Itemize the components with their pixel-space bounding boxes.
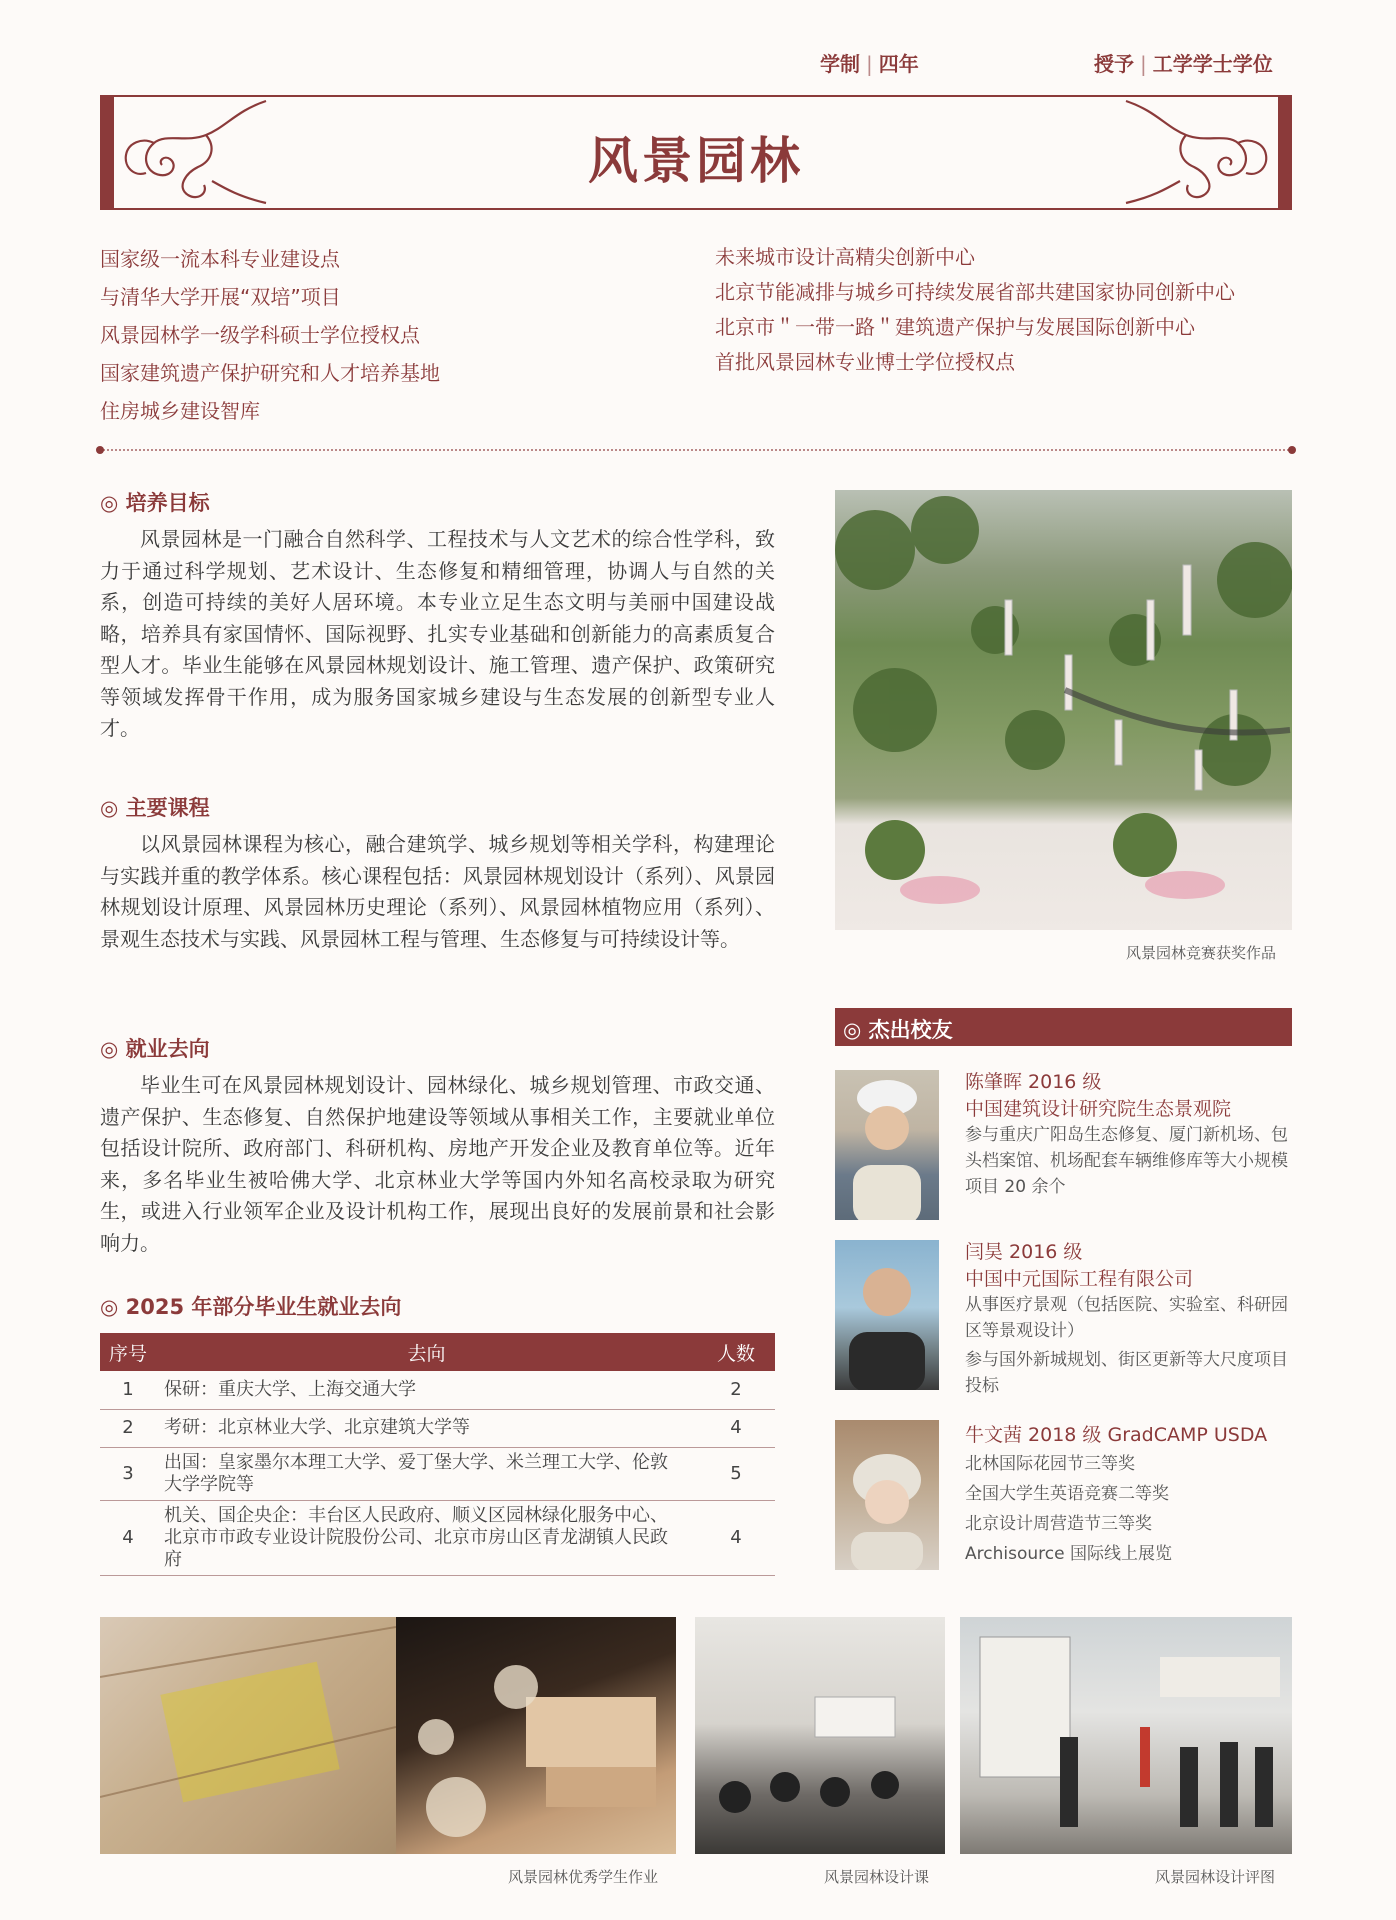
section-heading-careers: ◎ 就业去向 <box>100 1037 210 1061</box>
honor-item: 风景园林学一级学科硕士学位授权点 <box>100 323 420 347</box>
photo-model-2 <box>396 1617 676 1854</box>
alumni-desc: 全国大学生英语竞赛二等奖 <box>965 1484 1169 1504</box>
duration-value: 四年 <box>878 52 919 76</box>
alumni-org: 中国中元国际工程有限公司 <box>965 1268 1194 1290</box>
alumni-desc: 参与重庆广阳岛生态修复、厦门新机场、包头档案馆、机场配套车辆维修库等大小规模项目 20 余个 <box>965 1125 1288 1197</box>
alumni-desc: 从事医疗景观（包括医院、实验室、科研园区等景观设计） <box>965 1295 1288 1341</box>
table-row <box>100 1500 775 1575</box>
duration-info: 学制 | 四年 <box>820 52 919 76</box>
cell-dest: 保研：重庆大学、上海交通大学 <box>156 1371 697 1409</box>
alumni-org: 中国建筑设计研究院生态景观院 <box>965 1098 1232 1120</box>
cell-no: 2 <box>100 1409 156 1447</box>
portrait-icon <box>835 1420 939 1570</box>
portrait-icon <box>835 1070 939 1220</box>
honor-item: 国家级一流本科专业建设点 <box>100 247 340 271</box>
cell-count: 5 <box>697 1447 775 1500</box>
photo-design-review <box>960 1617 1292 1854</box>
honor-item: 北京节能减排与城乡可持续发展省部共建国家协同创新中心 <box>715 280 1235 304</box>
cell-count: 4 <box>697 1500 775 1575</box>
honor-item: 北京市＂一带一路＂建筑遗产保护与发展国际创新中心 <box>715 315 1195 339</box>
divider <box>100 449 1292 451</box>
section-heading-table: ◎ 2025 年部分毕业生就业去向 <box>100 1295 402 1319</box>
honor-item: 住房城乡建设智库 <box>100 399 260 423</box>
cell-count: 4 <box>697 1409 775 1447</box>
honor-item: 与清华大学开展“双培”项目 <box>100 285 341 309</box>
degree-label: 授予 <box>1094 52 1134 76</box>
caption-competition: 风景园林竞赛获奖作品 <box>1126 944 1277 962</box>
duration-label: 学制 <box>820 52 860 76</box>
avatar-alumni-3 <box>835 1420 939 1570</box>
alumni-name: 陈肇晖 2016 级 <box>965 1071 1102 1093</box>
cell-count: 2 <box>697 1371 775 1409</box>
table-row <box>100 1409 775 1447</box>
caption-design-class: 风景园林设计课 <box>824 1868 930 1886</box>
classroom-illustration <box>695 1617 945 1854</box>
page-title: 风景园林 <box>588 132 804 190</box>
table-row <box>100 1447 775 1500</box>
honor-item: 首批风景园林专业博士学位授权点 <box>715 350 1015 374</box>
cell-dest: 出国：皇家墨尔本理工大学、爱丁堡大学、米兰理工大学、伦敦大学学院等 <box>156 1447 697 1500</box>
col-header-dest: 去向 <box>156 1333 697 1371</box>
honor-item: 未来城市设计高精尖创新中心 <box>715 245 975 269</box>
honors-list-left <box>100 240 440 430</box>
review-illustration <box>960 1617 1292 1854</box>
caption-design-review: 风景园林设计评图 <box>1155 1868 1276 1886</box>
cell-no: 4 <box>100 1500 156 1575</box>
col-header-count: 人数 <box>697 1333 775 1371</box>
cell-dest: 机关、国企央企：丰台区人民政府、顺义区园林绿化服务中心、北京市市政专业设计院股份公司、北京市房山区青龙湖镇人民政府 <box>156 1500 697 1575</box>
table-row <box>100 1371 775 1409</box>
honor-item: 国家建筑遗产保护研究和人才培养基地 <box>100 361 440 385</box>
alumni-heading: ◎ 杰出校友 <box>835 1008 1292 1046</box>
alumni-name: 闫昊 2016 级 <box>965 1241 1083 1263</box>
caption-student-work: 风景园林优秀学生作业 <box>508 1868 659 1886</box>
alumni-desc: 北林国际花园节三等奖 <box>965 1454 1135 1474</box>
cell-dest: 考研：北京林业大学、北京建筑大学等 <box>156 1409 697 1447</box>
col-header-no: 序号 <box>100 1333 156 1371</box>
alumni-name: 牛文茜 2018 级 GradCAMP USDA <box>965 1424 1268 1446</box>
section-heading-courses: ◎ 主要课程 <box>100 796 210 820</box>
alumni-desc: Archisource 国际线上展览 <box>965 1544 1172 1564</box>
landscape-illustration <box>835 490 1292 930</box>
employment-table <box>100 1333 775 1576</box>
model-illustration <box>100 1617 396 1854</box>
cell-no: 1 <box>100 1371 156 1409</box>
title-banner <box>100 95 1292 210</box>
cell-no: 3 <box>100 1447 156 1500</box>
avatar-alumni-1 <box>835 1070 939 1220</box>
avatar-alumni-2 <box>835 1240 939 1390</box>
table-header-row <box>100 1333 775 1371</box>
section-heading-goals: ◎ 培养目标 <box>100 491 210 515</box>
photo-model-1 <box>100 1617 396 1854</box>
portrait-icon <box>835 1240 939 1390</box>
competition-photo <box>835 490 1292 930</box>
alumni-desc: 参与国外新城规划、街区更新等大尺度项目投标 <box>965 1350 1288 1396</box>
degree-info: 授予 | 工学学士学位 <box>1094 52 1273 76</box>
honors-list-right <box>715 240 1235 380</box>
section-text-careers: 毕业生可在风景园林规划设计、园林绿化、城乡规划管理、市政交通、遗产保护、生态修复、自然保护地建设等领域从事相关工作，主要就业单位包括设计院所、政府部门、科研机构、房地产开发企业及教育单位等。近年来，多名毕业生被哈佛大学、北京林业大学等国内外知名高校录取为研究生，或进入行业领军企业及设计机构工作，展现出良好的发展前景和社会影响力。 <box>100 1073 775 1255</box>
alumni-desc: 北京设计周营造节三等奖 <box>965 1514 1152 1534</box>
model-illustration <box>396 1617 676 1854</box>
photo-design-class <box>695 1617 945 1854</box>
section-text-courses: 以风景园林课程为核心，融合建筑学、城乡规划等相关学科，构建理论与实践并重的教学体系。核心课程包括：风景园林规划设计（系列）、风景园林规划设计原理、风景园林历史理论（系列）、风景园林植物应用（系列）、景观生态技术与实践、风景园林工程与管理、生态修复与可持续设计等。 <box>100 832 775 951</box>
section-text-goals: 风景园林是一门融合自然科学、工程技术与人文艺术的综合性学科，致力于通过科学规划、艺术设计、生态修复和精细管理，协调人与自然的关系，创造可持续的美好人居环境。本专业立足生态文明与美丽中国建设战略，培养具有家国情怀、国际视野、扎实专业基础和创新能力的高素质复合型人才。毕业生能够在风景园林规划设计、施工管理、遗产保护、政策研究等领域发挥骨干作用，成为服务国家城乡建设与生态发展的创新型专业人才。 <box>100 527 775 740</box>
degree-value: 工学学士学位 <box>1152 52 1273 76</box>
